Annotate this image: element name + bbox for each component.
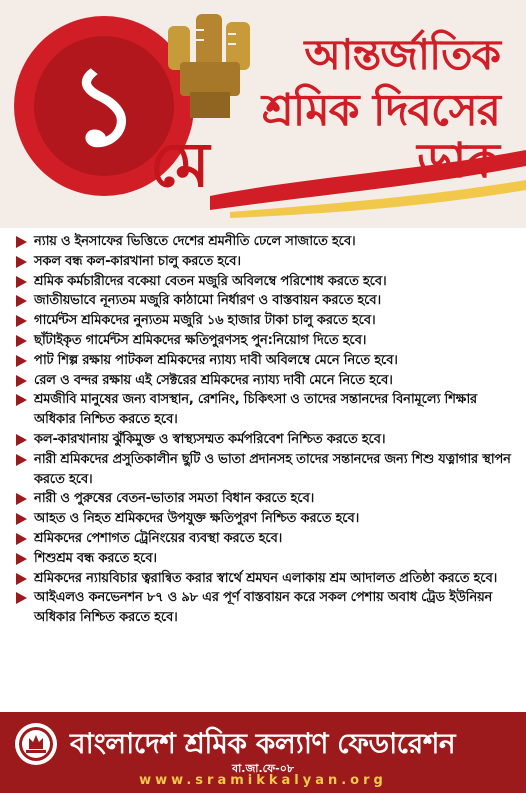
bullet-triangle-icon (16, 394, 27, 406)
website-link[interactable]: www.sramikkalyan.org (139, 773, 387, 788)
list-item (14, 450, 522, 490)
bullet-triangle-icon (16, 573, 27, 585)
bullet-triangle-icon (16, 295, 27, 307)
demand-text: নারী ও পুরুষের বেতন-ভাতার সমতা বিধান করতে হবে। (34, 491, 315, 507)
list-item (14, 489, 522, 509)
list-item (14, 232, 522, 252)
demand-text: কল-কারখানায় ঝুঁকিমুক্ত ও স্বাস্থ্যসম্মত কর্মপরিবেশ নিশ্চিত করতে হবে। (34, 431, 386, 447)
demand-text: রেল ও বন্দর রক্ষায় এই সেক্টরের শ্রমিকদের ন্যায্য দাবী মেনে নিতে হবে। (34, 372, 393, 388)
demand-text: নারী শ্রমিকদের প্রসুতিকালীন ছুটি ও ভাতা প্রদানসহ তাদের সন্তানদের জন্য শিশু যত্নাগার স্থাপন করতে হবে। (34, 451, 511, 487)
demand-text: শ্রমজীবি মানুষের জন্য বাসস্থান, রেশনিং, চিকিৎসা ও তাদের সন্তানদের বিনামূল্যে শিক্ষার অধিকার নিশ্চিত করতে হবে। (34, 392, 477, 428)
bullet-triangle-icon (16, 256, 27, 268)
organization-name: বাংলাদেশ শ্রমিক কল্যাণ ফেডারেশন (70, 727, 456, 760)
bullet-triangle-icon (16, 355, 27, 367)
demand-text: আইএলও কনভেনশন ৮৭ ও ৯৮ এর পূর্ণ বাস্তবায়ন করে সকল পেশায় অবাধ ট্রেড ইউনিয়ন অধিকার নিশ্চিত করতে হবে। (34, 590, 493, 626)
demand-text: পাট শিল্প রক্ষায় পাটকল শ্রমিকদের ন্যায্য দাবী অবিলম্বে মেনে নিতে হবে। (34, 352, 398, 368)
bullet-triangle-icon (16, 315, 27, 327)
demand-text: শিশুশ্রম বন্ধ করতে হবে। (34, 550, 157, 566)
bullet-triangle-icon (16, 434, 27, 446)
demand-text: আহত ও নিহত শ্রমিকদের উপযুক্ত ক্ষতিপুরণ নিশ্চিত করতে হবে। (34, 511, 359, 527)
list-item (14, 331, 522, 351)
list-item (14, 509, 522, 529)
list-item (14, 311, 522, 331)
title-line-3: ডাক (417, 133, 500, 189)
list-item (14, 351, 522, 371)
demand-text: সকল বন্ধ কল-কারখানা চালু করতে হবে। (34, 253, 241, 269)
title-line-1: আন্তর্জাতিক (304, 30, 500, 79)
list-item (14, 252, 522, 272)
bullet-triangle-icon (16, 236, 27, 248)
demand-text: শ্রমিক কর্মচারীদের বকেয়া বেতন মজুরি অবিলম্বে পরিশোধ করতে হবে। (34, 273, 387, 289)
title-line-2: শ্রমিক দিবসের (261, 85, 500, 136)
bullet-triangle-icon (16, 513, 27, 525)
day-number: ১ (68, 42, 140, 170)
demand-text: শ্রমিকদের পেশাগত ট্রেনিংয়ের ব্যবস্থা করতে হবে। (34, 530, 283, 546)
bullet-triangle-icon (16, 276, 27, 288)
list-item (14, 569, 522, 589)
demand-text: শ্রমিকদের ন্যায়বিচার ত্বরান্বিত করার স্বার্থে শ্রমঘন এলাকায় শ্রম আদালত প্রতিষ্ঠা করতে হবে। (34, 570, 498, 586)
list-item (14, 272, 522, 292)
list-item (14, 430, 522, 450)
bullet-triangle-icon (16, 454, 27, 466)
demand-text: জাতীয়ভাবে নূন্যতম মজুরি কাঠামো নির্ধারণ ও বাস্তবায়ন করতে হবে। (34, 293, 381, 309)
registration-number: বা.জা.ফে-০৮ (231, 762, 295, 775)
list-item (14, 588, 522, 628)
list-item (14, 371, 522, 391)
list-item (14, 529, 522, 549)
bullet-triangle-icon (16, 375, 27, 387)
bullet-triangle-icon (16, 533, 27, 545)
footer-bar (0, 712, 526, 793)
month-name: মে (150, 128, 210, 201)
demand-text: ন্যায় ও ইনসাফের ভিত্তিতে দেশের শ্রমনীতি ঢেলে সাজাতে হবে। (34, 234, 356, 249)
bullet-triangle-icon (16, 592, 27, 604)
list-item (14, 390, 522, 430)
bullet-triangle-icon (16, 335, 27, 347)
demand-text: ছাঁটাইকৃত গার্মেন্টস শ্রমিকদের ক্ষতিপুরণসহ পুন:নিয়োগ দিতে হবে। (34, 332, 367, 348)
list-item (14, 549, 522, 569)
demand-list (14, 232, 522, 628)
hero-banner (0, 0, 526, 228)
demand-text: গার্মেন্টস শ্রমিকদের নুন্যতম মজুরি ১৬ হাজার টাকা চালু করতে হবে। (34, 313, 376, 329)
list-item (14, 291, 522, 311)
bullet-triangle-icon (16, 553, 27, 565)
bullet-triangle-icon (16, 493, 27, 505)
